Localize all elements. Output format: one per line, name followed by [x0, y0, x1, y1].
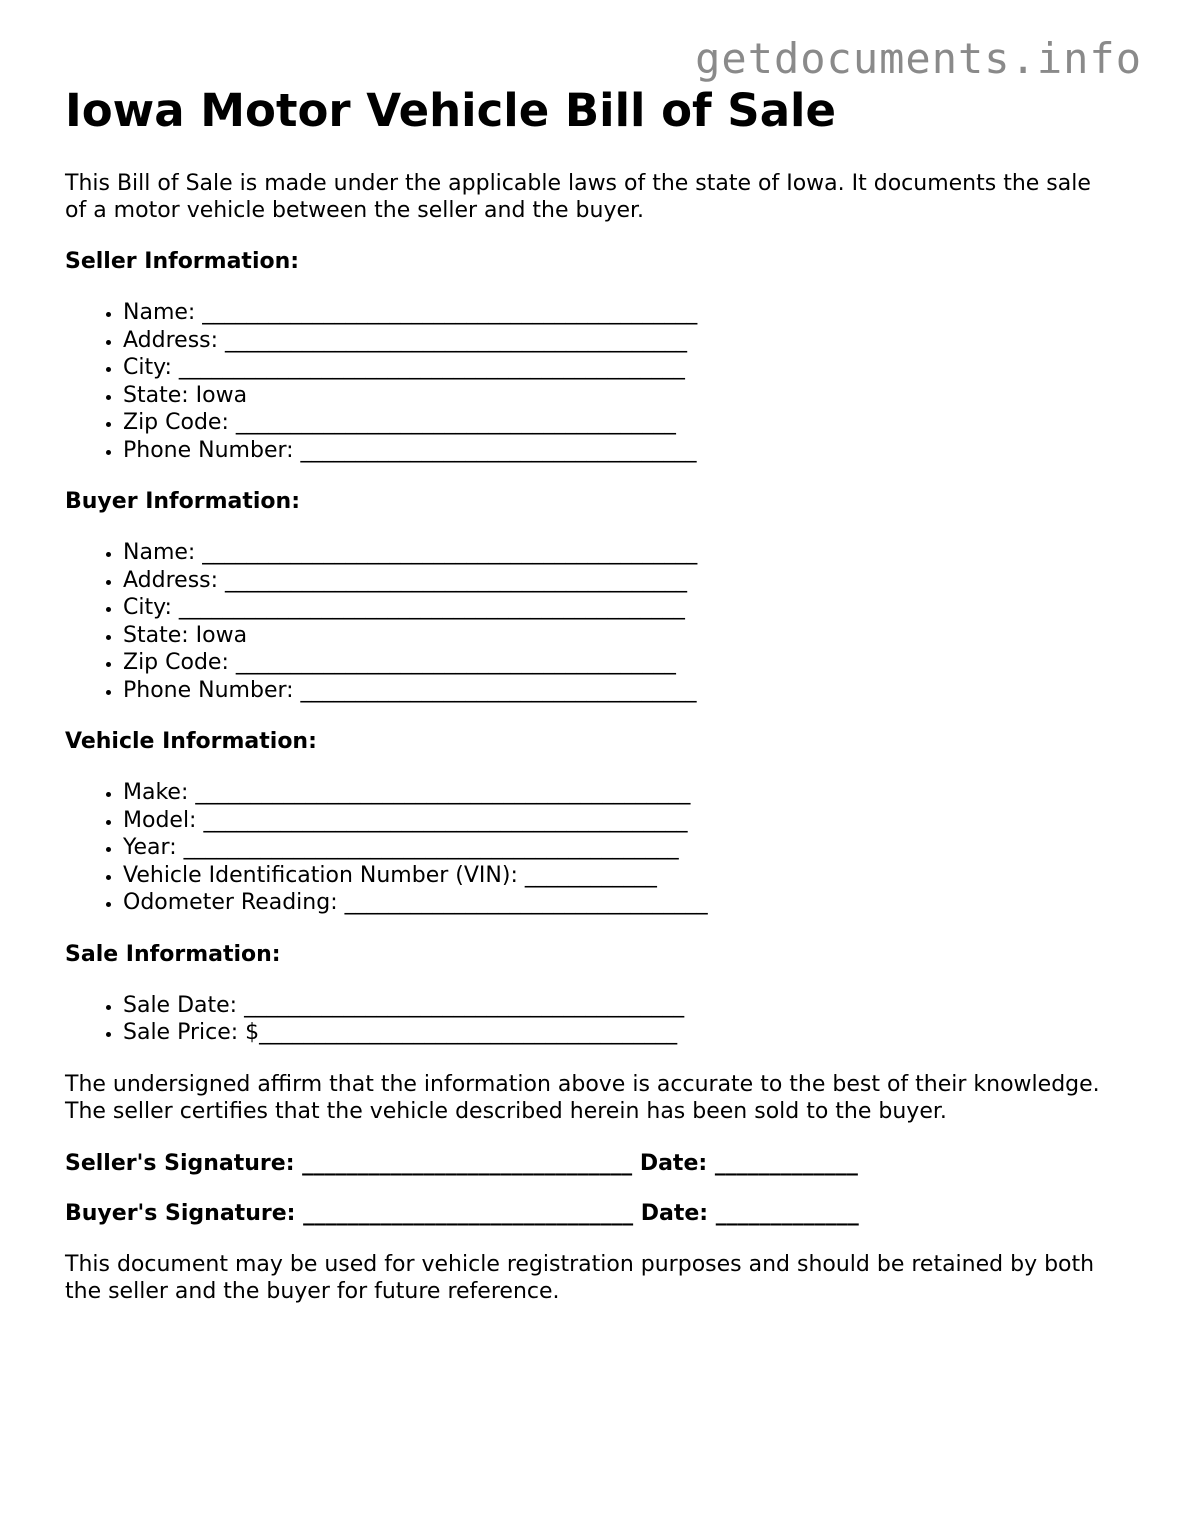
watermark: getdocuments.info	[695, 34, 1142, 83]
sale-date-field: • Sale Date: ________________________________________	[123, 992, 1115, 1020]
buyer-phone-field: • Phone Number: ____________________________________	[123, 677, 1115, 705]
seller-zip-field: • Zip Code: ________________________________________	[123, 409, 1115, 437]
buyer-address-field: • Address: __________________________________________	[123, 567, 1115, 595]
seller-heading: Seller Information:	[65, 249, 300, 274]
intro-paragraph: This Bill of Sale is made under the applicable laws of the state of Iowa. It documents the sale of a motor vehicle between the seller and the buyer.	[65, 171, 1091, 223]
seller-state-field: • State: Iowa	[123, 382, 1115, 410]
sale-price-field: • Sale Price: $______________________________________	[123, 1019, 1115, 1047]
buyer-city-field: • City: ______________________________________________	[123, 594, 1115, 622]
affirmation-paragraph: The undersigned affirm that the information above is accurate to the best of their knowledge. The seller certifies that the vehicle described herein has been sold to the buyer.	[65, 1071, 1100, 1124]
vehicle-model-field: • Model: ____________________________________________	[123, 807, 1115, 835]
buyer-name-field: • Name: _____________________________________________	[123, 539, 1115, 567]
buyer-signature-line: Buyer's Signature: ______________________________ Date: _____________	[65, 1200, 859, 1226]
document-page	[65, 84, 1115, 1306]
buyer-state-field: • State: Iowa	[123, 622, 1115, 650]
vehicle-odometer-field: • Odometer Reading: _________________________________	[123, 889, 1115, 917]
buyer-list	[65, 539, 1115, 704]
vehicle-list	[65, 779, 1115, 917]
seller-list	[65, 299, 1115, 464]
page-title: Iowa Motor Vehicle Bill of Sale	[65, 84, 836, 137]
seller-name-field: • Name: _____________________________________________	[123, 299, 1115, 327]
buyer-heading: Buyer Information:	[65, 489, 300, 514]
seller-address-field: • Address: __________________________________________	[123, 327, 1115, 355]
seller-city-field: • City: ______________________________________________	[123, 354, 1115, 382]
sale-list	[65, 992, 1115, 1047]
buyer-zip-field: • Zip Code: ________________________________________	[123, 649, 1115, 677]
vehicle-heading: Vehicle Information:	[65, 729, 317, 754]
closing-paragraph: This document may be used for vehicle registration purposes and should be retained by both the seller and the buyer for future reference.	[65, 1251, 1095, 1304]
vehicle-year-field: • Year: _____________________________________________	[123, 834, 1115, 862]
vehicle-make-field: • Make: _____________________________________________	[123, 779, 1115, 807]
vehicle-vin-field: • Vehicle Identification Number (VIN): ____________	[123, 862, 1115, 890]
seller-signature-line: Seller's Signature: ______________________________ Date: _____________	[65, 1150, 858, 1176]
sale-heading: Sale Information:	[65, 941, 281, 967]
seller-phone-field: • Phone Number: ____________________________________	[123, 437, 1115, 465]
